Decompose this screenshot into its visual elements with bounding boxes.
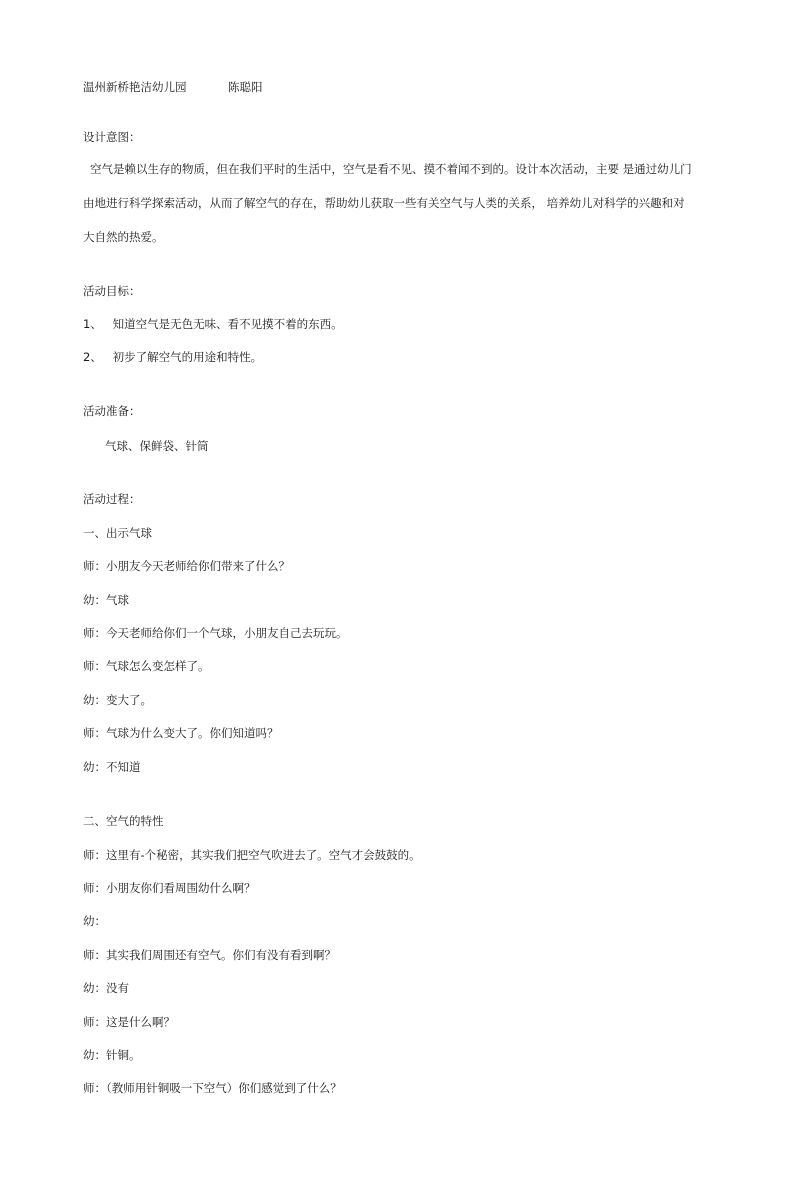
design-intent-line-3: 大自然的热爱。 [83,230,164,244]
preparation-text: 气球、保鲜袋、针筒 [105,439,209,453]
goal-number-1: 1、 [83,317,102,331]
goal-text-1: 知道空气是无色无味、看不见摸不着的东西。 [112,317,343,331]
dialogue-line: 师：这里有-个秘密，其实我们把空气吹进去了。空气才会鼓鼓的。 [83,848,421,862]
dialogue-line: 师：小朋友你们看周围幼什么啊？ [83,881,256,895]
goal-number-2: 2、 [83,350,102,364]
author-name: 陈聪阳 [228,80,263,94]
dialogue-line: 师：气球怎么变怎样了。 [83,659,210,673]
goals-heading: 活动目标： [83,284,141,298]
section2-title: 二、空气的特性 [83,814,164,828]
dialogue-line: 师：这是什么啊？ [83,1015,175,1029]
dialogue-line: 幼： [83,914,106,928]
process-heading: 活动过程： [83,492,141,506]
goal-item-2 [83,349,262,365]
dialogue-line: 幼：不知道 [83,760,141,774]
section1-title: 一、出示气球 [83,526,152,540]
dialogue-line: 幼：针铜。 [83,1048,141,1062]
preparation-heading: 活动准备： [83,404,141,418]
dialogue-line: 幼：气球 [83,593,129,607]
school-name: 温州新桥艳洁幼儿园 [83,80,187,94]
dialogue-line: 师：气球为什么变大了。你们知道吗？ [83,726,279,740]
goal-text-2: 初步了解空气的用途和特性。 [112,350,263,364]
design-intent-heading: 设计意图： [83,130,141,144]
dialogue-line: 师：今天老师给你们一个气球，小朋友自己去玩玩。 [83,626,348,640]
goal-item-1 [83,316,343,332]
dialogue-line: 师：小朋友今天老师给你们带来了什么？ [83,559,290,573]
dialogue-line: 师：其实我们周围还有空气。你们有没有看到啊？ [83,948,336,962]
design-intent-line-1: 空气是赖以生存的物质，但在我们平时的生活中，空气是看不见、摸不着闻不到的。设计本次活动，主要 是通过幼儿门 [90,162,692,176]
dialogue-line: 师：（教师用针铜吸一下空气）你们感觉到了什么？ [83,1081,342,1095]
dialogue-line: 幼：变大了。 [83,693,152,707]
dialogue-line: 幼：没有 [83,981,129,995]
design-intent-line-2: 由地进行科学探索活动，从而了解空气的存在，帮助幼儿获取一些有关空气与人类的关系， 培养幼儿对科学的兴趣和对 [83,196,685,210]
